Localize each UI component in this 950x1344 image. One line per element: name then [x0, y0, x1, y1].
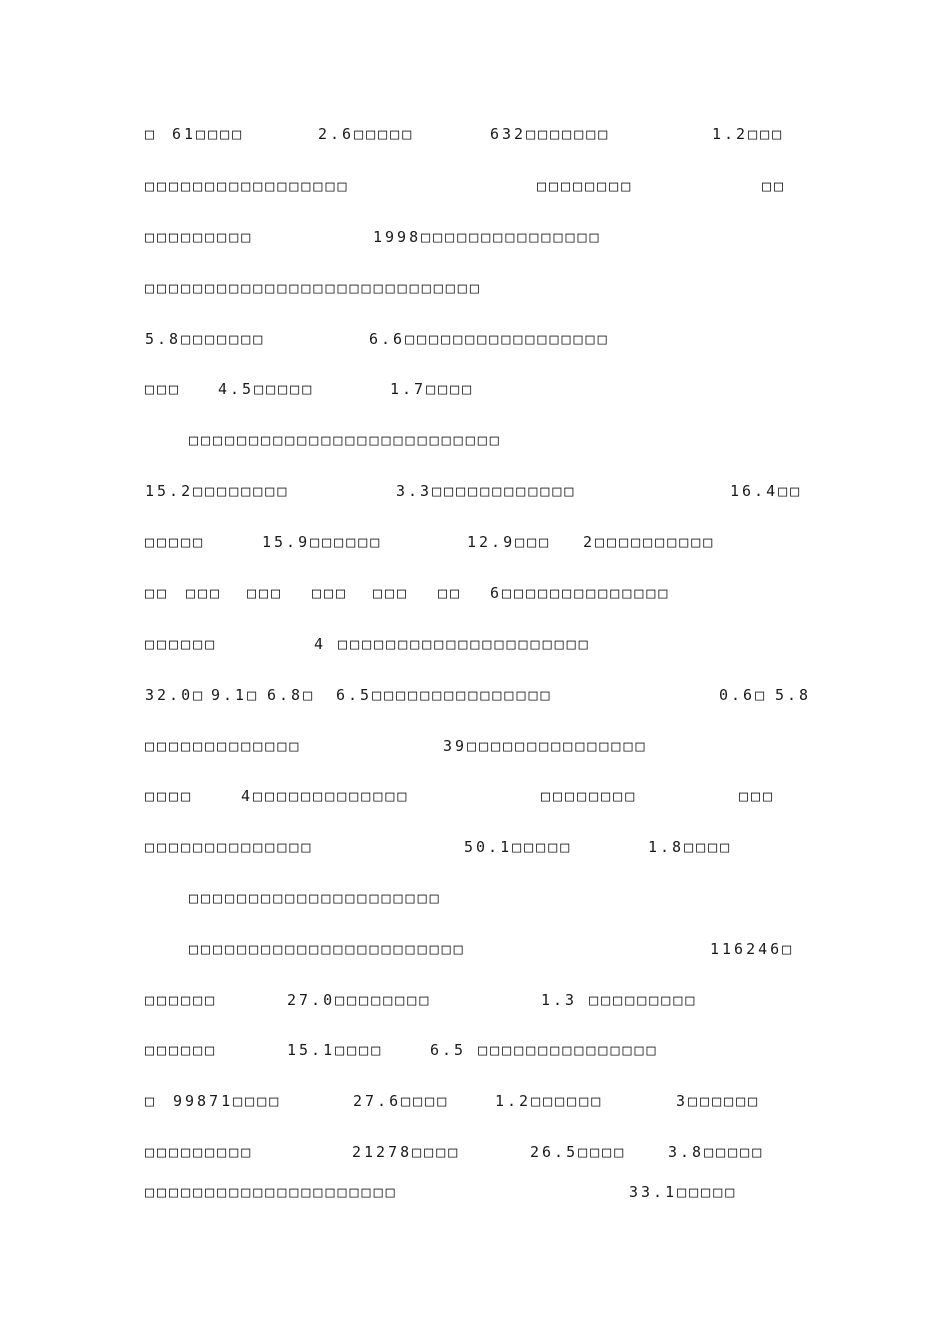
text-segment: □□□□□□: [145, 991, 218, 1009]
text-line: [0, 276, 950, 300]
text-segment: □□□□□□□□□□□□□□□□□□□□□□□: [189, 940, 466, 958]
text-segment: □□□□: [145, 787, 194, 805]
text-segment: □□□□□□□□□□□□□□□□□□□□□□□□□□□□: [145, 279, 482, 297]
text-line: [0, 428, 950, 452]
text-segment: 50.1□□□□□: [464, 838, 573, 856]
text-segment: 15.1□□□□: [287, 1041, 384, 1059]
text-segment: 6.8□: [267, 686, 316, 704]
text-segment: 15.2□□□□□□□□: [145, 482, 290, 500]
text-segment: □□: [762, 177, 787, 195]
text-segment: 27.0□□□□□□□□: [287, 991, 432, 1009]
text-segment: 1.2□□□: [712, 125, 785, 143]
text-line: [0, 377, 950, 401]
text-line: [0, 1140, 950, 1164]
text-line: [0, 122, 950, 146]
text-segment: 1.8□□□□: [648, 838, 733, 856]
text-segment: 3.8□□□□□: [668, 1143, 765, 1161]
text-segment: □□□: [247, 584, 284, 602]
text-line: [0, 1180, 950, 1204]
text-line: [0, 734, 950, 758]
text-segment: 1.2□□□□□□: [495, 1092, 604, 1110]
text-segment: □: [145, 125, 158, 143]
text-segment: □□□□□□□□□: [145, 228, 254, 246]
text-segment: 32.0□: [145, 686, 206, 704]
text-segment: □□□: [739, 787, 776, 805]
text-segment: □□□□□□□□: [537, 177, 634, 195]
text-segment: □□: [438, 584, 463, 602]
text-segment: 27.6□□□□: [353, 1092, 450, 1110]
text-segment: □□□: [373, 584, 410, 602]
text-segment: □: [145, 1092, 158, 1110]
text-segment: 6.5□□□□□□□□□□□□□□□: [336, 686, 553, 704]
text-line: [0, 225, 950, 249]
text-segment: 4 □□□□□□□□□□□□□□□□□□□□□: [314, 635, 591, 653]
text-line: [0, 581, 950, 605]
text-segment: 3.3□□□□□□□□□□□□: [396, 482, 577, 500]
text-segment: 2□□□□□□□□□□: [583, 533, 716, 551]
text-line: [0, 632, 950, 656]
text-line: [0, 835, 950, 859]
text-segment: 6.5 □□□□□□□□□□□□□□□: [430, 1041, 659, 1059]
text-segment: 5.8: [775, 686, 812, 704]
text-segment: □□□: [145, 380, 182, 398]
text-segment: 9.1□: [211, 686, 260, 704]
text-line: [0, 1038, 950, 1062]
text-segment: □□□□□□□□□□□□□□□□□□□□□□□□□□: [189, 431, 502, 449]
text-segment: 12.9□□□: [467, 533, 552, 551]
text-segment: □□□□□□□□□□□□□□□□□: [145, 177, 350, 195]
text-segment: 1.3 □□□□□□□□□: [541, 991, 698, 1009]
text-segment: □□□□□□□□: [541, 787, 638, 805]
text-line: [0, 937, 950, 961]
text-segment: □□□□□□□□□□□□□□□□□□□□□: [145, 1183, 398, 1201]
text-segment: 4.5□□□□□: [218, 380, 315, 398]
text-segment: 16.4□□: [730, 482, 803, 500]
text-segment: 33.1□□□□□: [629, 1183, 738, 1201]
text-line: [0, 174, 950, 198]
text-line: [0, 327, 950, 351]
text-segment: 61□□□□: [172, 125, 245, 143]
text-segment: 2.6□□□□□: [318, 125, 415, 143]
text-segment: 1998□□□□□□□□□□□□□□□: [373, 228, 602, 246]
text-segment: □□□□□□□□□: [145, 1143, 254, 1161]
text-segment: 99871□□□□: [173, 1092, 282, 1110]
text-segment: 21278□□□□: [352, 1143, 461, 1161]
text-segment: 4□□□□□□□□□□□□□: [241, 787, 410, 805]
text-segment: □□□: [312, 584, 349, 602]
text-segment: 3□□□□□□: [676, 1092, 761, 1110]
text-segment: □□: [145, 584, 170, 602]
text-segment: □□□□□: [145, 533, 206, 551]
text-segment: 6□□□□□□□□□□□□□□: [490, 584, 671, 602]
text-segment: □□□□□□□□□□□□□□□□□□□□□: [189, 889, 442, 907]
text-line: [0, 784, 950, 808]
text-segment: 39□□□□□□□□□□□□□□□: [443, 737, 648, 755]
text-segment: □□□□□□: [145, 1041, 218, 1059]
text-segment: □□□□□□□□□□□□□: [145, 737, 302, 755]
text-line: [0, 988, 950, 1012]
text-segment: □□□□□□: [145, 635, 218, 653]
text-line: [0, 530, 950, 554]
text-segment: 116246□: [710, 940, 795, 958]
text-segment: 5.8□□□□□□□: [145, 330, 266, 348]
text-line: [0, 683, 950, 707]
text-segment: □□□: [186, 584, 223, 602]
text-segment: 0.6□: [719, 686, 768, 704]
text-line: [0, 886, 950, 910]
text-segment: 26.5□□□□: [530, 1143, 627, 1161]
text-segment: □□□□□□□□□□□□□□: [145, 838, 314, 856]
text-segment: 632□□□□□□□: [490, 125, 611, 143]
text-segment: 15.9□□□□□□: [262, 533, 383, 551]
text-segment: 6.6□□□□□□□□□□□□□□□□□: [369, 330, 610, 348]
text-segment: 1.7□□□□: [390, 380, 475, 398]
text-line: [0, 1089, 950, 1113]
text-line: [0, 479, 950, 503]
